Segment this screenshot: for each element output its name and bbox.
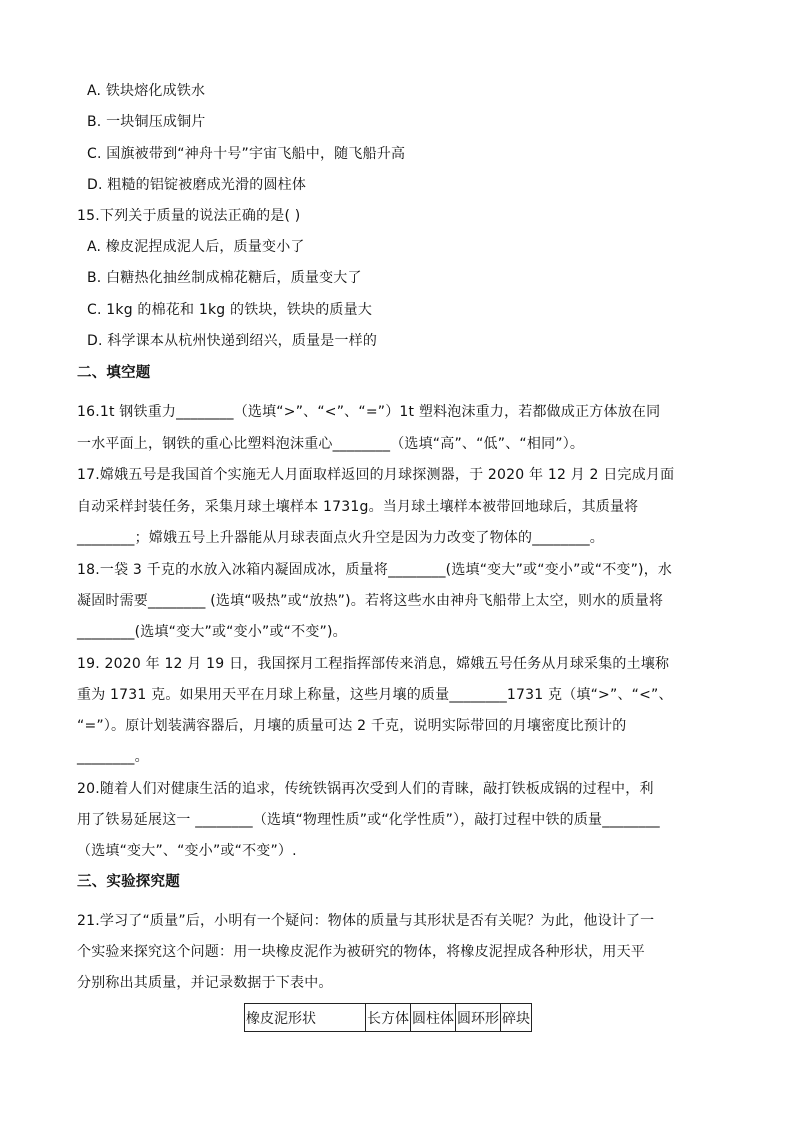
section-fill-blank-title: 二、填空题 — [77, 365, 151, 381]
q14-option-d: D. 粗糙的铝锭被磨成光滑的圆柱体 — [87, 177, 307, 193]
q17-line-1: 17.嫦娥五号是我国首个实施无人月面取样返回的月球探测器，于 2020 年 12 月 2 日完成月面 — [77, 467, 675, 483]
q19-line-2: 重为 1731 克。如果用天平在月球上称量，这些月壤的质量________1731 克（填“>”、“<”、 — [77, 687, 673, 703]
q14-option-c: C. 国旗被带到“神舟十号”宇宙飞船中，随飞船升高 — [87, 146, 406, 162]
table-header-cell: 圆环形 — [456, 1004, 501, 1032]
table-header-cell: 碎块 — [501, 1004, 532, 1032]
q17-line-2: 自动采样封装任务，采集月球土壤样本 1731g。当月球土壤样本被带回地球后，其质量将 — [77, 499, 639, 515]
q15-option-c: C. 1kg 的棉花和 1kg 的铁块，铁块的质量大 — [87, 302, 373, 318]
q19-line-4: ________。 — [77, 749, 149, 765]
q18-line-1: 18.一袋 3 千克的水放入冰箱内凝固成冰，质量将________(选填“变大”或“变小”或“不变”)，水 — [77, 562, 673, 578]
q15-stem: 15.下列关于质量的说法正确的是( ) — [77, 208, 301, 224]
q17-line-3: ________；嫦娥五号上升器能从月球表面点火升空是因为力改变了物体的________。 — [77, 530, 604, 546]
table-header-cell: 橡皮泥形状 — [245, 1004, 366, 1032]
q20-line-2: 用了铁易延展这一 ________（选填“物理性质”或“化学性质”），敲打过程中铁的质量________ — [77, 812, 660, 828]
q20-line-1: 20.随着人们对健康生活的追求，传统铁锅再次受到人们的青睐，敲打铁板成锅的过程中，利 — [77, 781, 654, 797]
table-header-cell: 圆柱体 — [411, 1004, 456, 1032]
q18-line-2: 凝固时需要________ (选填“吸热”或“放热”)。若将这些水由神舟飞船带上太空，则水的质量将 — [77, 593, 664, 609]
q14-option-b: B. 一块铜压成铜片 — [87, 114, 206, 130]
q21-line-3: 分别称出其质量，并记录数据于下表中。 — [77, 975, 333, 991]
table-header-row — [245, 1004, 532, 1032]
q16-line-2: 一水平面上，钢铁的重心比塑料泡沫重心________（选填“高”、“低”、“相同”）。 — [77, 436, 585, 452]
q18-line-3: ________(选填“变大”或“变小”或“不变”)。 — [77, 624, 347, 640]
q15-option-d: D. 科学课本从杭州快递到绍兴，质量是一样的 — [87, 333, 378, 349]
q20-line-3: （选填“变大”、“变小”或“不变”）. — [77, 843, 297, 859]
q21-line-1: 21.学习了“质量”后，小明有一个疑问：物体的质量与其形状是否有关呢？为此，他设计了一 — [77, 913, 655, 929]
shape-data-table — [244, 1003, 532, 1032]
q15-option-b: B. 白糖热化抽丝制成棉花糖后，质量变大了 — [87, 270, 362, 286]
q19-line-1: 19. 2020 年 12 月 19 日，我国探月工程指挥部传来消息，嫦娥五号任务从月球采集的土壤称 — [77, 656, 670, 672]
q15-option-a: A. 橡皮泥捏成泥人后，质量变小了 — [87, 239, 305, 255]
q16-line-1: 16.1t 钢铁重力________（选填“>”、“<”、“=”）1t 塑料泡沫重力，若都做成正方体放在同 — [77, 404, 661, 420]
q19-line-3: “=”）。原计划装满容器后，月壤的质量可达 2 千克，说明实际带回的月壤密度比预计的 — [77, 718, 627, 734]
section-experiment-title: 三、实验探究题 — [77, 874, 180, 890]
table-header-cell: 长方体 — [366, 1004, 411, 1032]
q14-option-a: A. 铁块熔化成铁水 — [87, 83, 206, 99]
q21-line-2: 个实验来探究这个问题：用一块橡皮泥作为被研究的物体，将橡皮泥捏成各种形状，用天平 — [77, 944, 645, 960]
